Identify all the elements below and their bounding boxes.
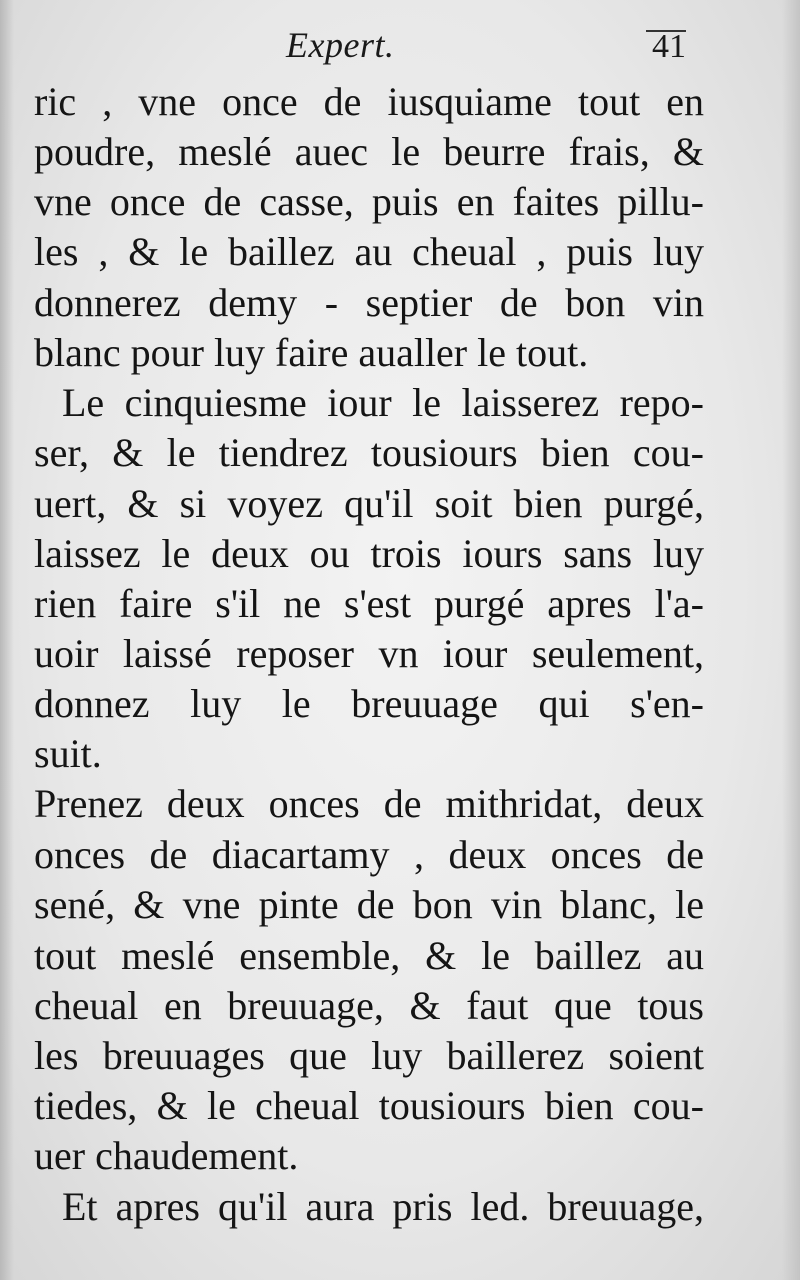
text-line: les breuuages que luy baillerez soient bbox=[34, 1033, 704, 1078]
text-line: onces de diacartamy , deux onces de bbox=[34, 832, 704, 877]
text-line: uoir laissé reposer vn iour seulement, bbox=[34, 631, 704, 676]
text-line: suit. bbox=[34, 731, 102, 776]
text-line: les , & le baillez au cheual , puis luy bbox=[34, 229, 704, 274]
text-line: cheual en breuuage, & faut que tous bbox=[34, 983, 704, 1028]
text-line: tiedes, & le cheual tousiours bien cou- bbox=[34, 1083, 704, 1128]
text-line: uer chaudement. bbox=[34, 1133, 299, 1178]
text-line: tout meslé ensemble, & le baillez au bbox=[34, 933, 704, 978]
text-line: ric , vne once de iusquiame tout en bbox=[34, 79, 704, 124]
text-line: sené, & vne pinte de bon vin blanc, le bbox=[34, 882, 704, 927]
text-line: donnez luy le breuuage qui s'en- bbox=[34, 681, 704, 726]
text-line: Le cinquiesme iour le laisserez repo- bbox=[62, 380, 704, 425]
text-line: uert, & si voyez qu'il soit bien purgé, bbox=[34, 481, 704, 526]
text-line: laissez le deux ou trois iours sans luy bbox=[34, 531, 704, 576]
text-line: ser, & le tiendrez tousiours bien cou- bbox=[34, 430, 704, 475]
text-line: donnerez demy - septier de bon vin bbox=[34, 280, 704, 325]
running-head: Expert. bbox=[286, 25, 395, 65]
page-number: 41 bbox=[652, 28, 686, 65]
text-line: Et apres qu'il aura pris led. breuuage, bbox=[62, 1184, 704, 1229]
text-line: Prenez deux onces de mithridat, deux bbox=[34, 781, 704, 826]
text-line: poudre, meslé auec le beurre frais, & bbox=[34, 129, 704, 174]
text-line: vne once de casse, puis en faites pillu- bbox=[34, 179, 704, 224]
text-line: blanc pour luy faire aualler le tout. bbox=[34, 330, 589, 375]
text-line: rien faire s'il ne s'est purgé apres l'a- bbox=[34, 581, 704, 626]
